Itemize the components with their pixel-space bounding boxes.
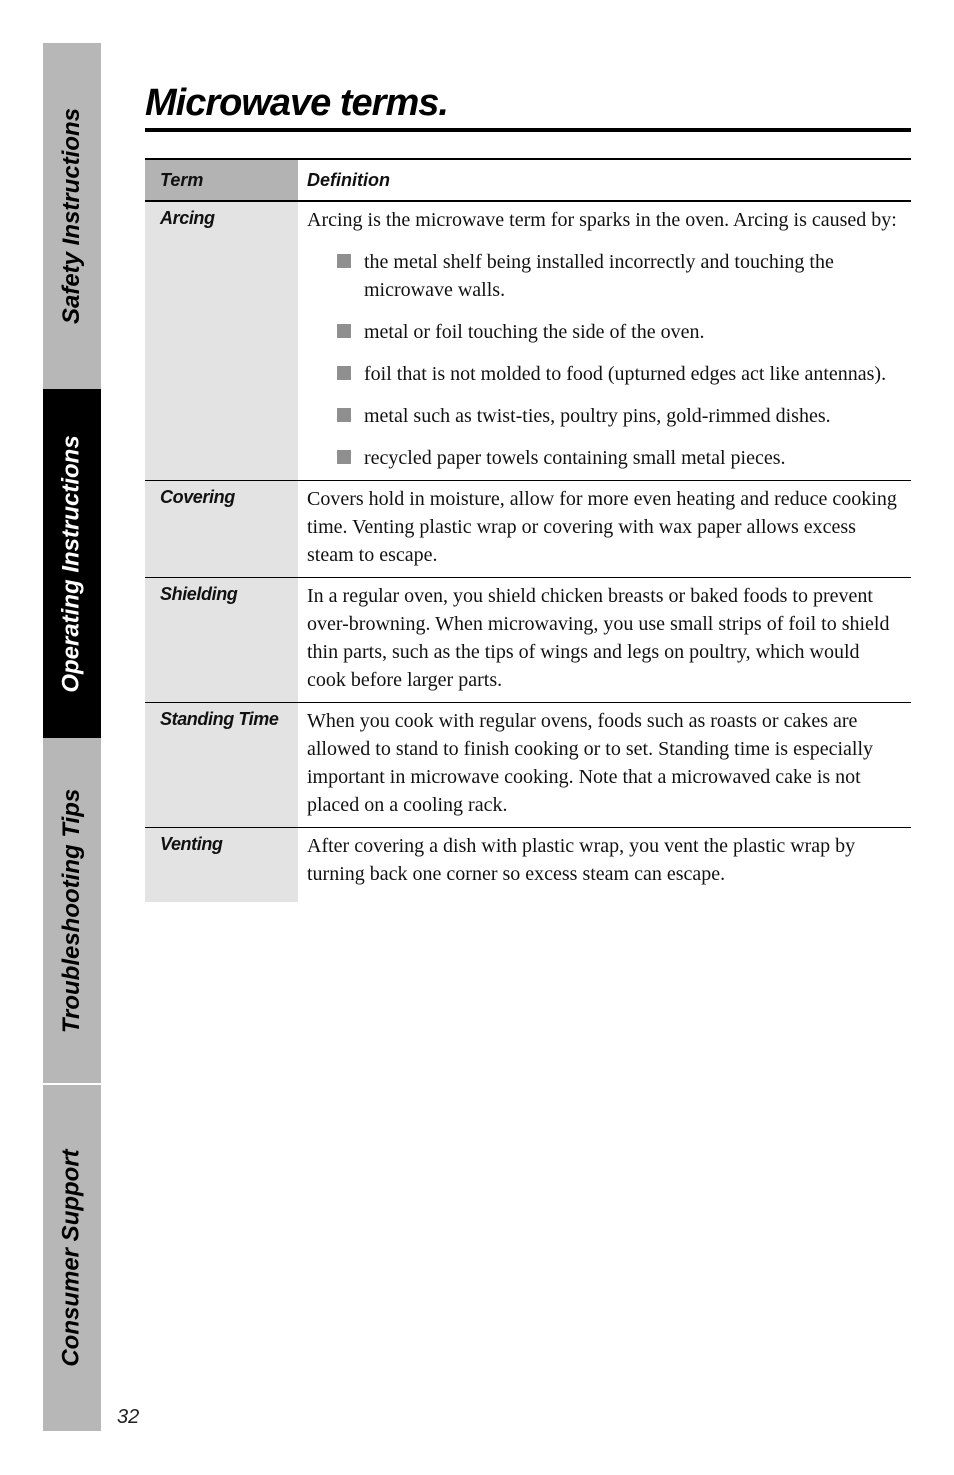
term-cell: Covering [145,481,298,578]
definition-cell [298,201,911,481]
terms-table [145,158,911,902]
term-cell: Standing Time [145,703,298,828]
square-bullet-icon [337,254,351,268]
definition-text: Arcing is the microwave term for sparks in the oven. Arcing is caused by: [307,209,897,231]
list-item [337,360,897,388]
list-item [337,444,897,472]
tab-safety-instructions[interactable] [43,43,101,389]
tab-label: Consumer Support [58,1149,85,1367]
term-cell: Shielding [145,578,298,703]
tab-label: Troubleshooting Tips [58,788,86,1033]
term-cell: Venting [145,828,298,903]
list-item [337,318,897,346]
list-item-text: the metal shelf being installed incorrectly and touching the microwave walls. [364,251,834,301]
square-bullet-icon [337,450,351,464]
square-bullet-icon [337,408,351,422]
tab-label: Safety Instructions [58,107,86,325]
definition-text: Covers hold in moisture, allow for more even heating and reduce cooking time. Venting plastic wrap or covering with wax paper allows excess steam to escape. [307,488,897,566]
list-item-text: metal or foil touching the side of the oven. [364,321,705,343]
header-definition: Definition [298,159,911,201]
tab-troubleshooting-tips[interactable] [43,738,101,1083]
table-header-row [145,159,911,201]
definition-cell [298,481,911,578]
list-item-text: recycled paper towels containing small metal pieces. [364,447,786,469]
page-title: Microwave terms. [145,82,448,124]
table-row [145,703,911,828]
definition-text: After covering a dish with plastic wrap, you vent the plastic wrap by turning back one corner so excess steam can escape. [307,835,856,885]
table-row [145,578,911,703]
definition-cell [298,703,911,828]
definition-text: When you cook with regular ovens, foods such as roasts or cakes are allowed to stand to finish cooking or to set. Standing time is especially important in microwave cooking. Note that a microwaved cake is not placed on a cooling rack. [307,710,874,816]
table-row [145,828,911,903]
list-item-text: foil that is not molded to food (upturned edges act like antennas). [364,363,887,385]
table-row [145,481,911,578]
list-item [337,402,897,430]
bullet-list [307,248,897,472]
term-cell: Arcing [145,201,298,481]
definition-cell [298,578,911,703]
list-item [337,248,897,304]
tab-operating-instructions[interactable] [43,389,101,738]
tab-label: Operating Instructions [58,434,86,693]
definition-text: In a regular oven, you shield chicken breasts or baked foods to prevent over-browning. When microwaving, you use small strips of foil to shield thin parts, such as the tips of wings and legs on poultry, which would cook before larger parts. [307,585,890,691]
square-bullet-icon [337,324,351,338]
definition-cell [298,828,911,903]
page-number: 32 [117,1406,140,1428]
square-bullet-icon [337,366,351,380]
list-item-text: metal such as twist-ties, poultry pins, gold-rimmed dishes. [364,405,831,427]
header-term: Term [145,159,298,201]
tab-consumer-support[interactable] [43,1085,101,1431]
title-rule [145,128,911,132]
table-row [145,201,911,481]
